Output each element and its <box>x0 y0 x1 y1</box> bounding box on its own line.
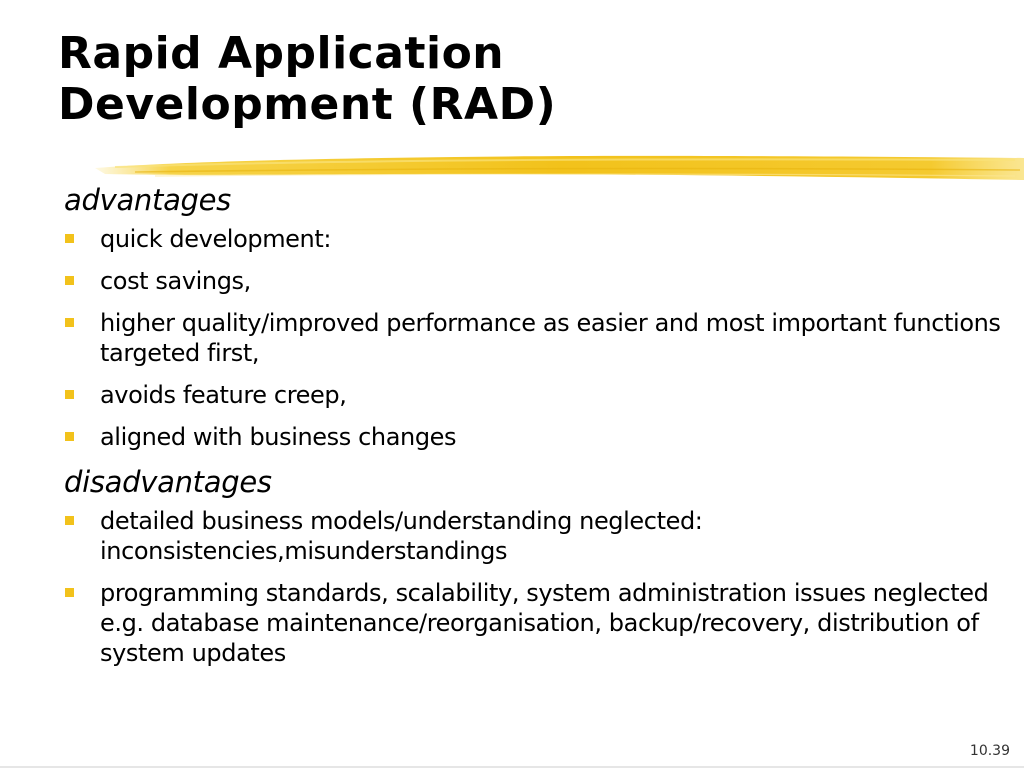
slide-title-line-2: Development (RAD) <box>58 79 557 130</box>
list-item <box>64 224 1004 254</box>
list-item <box>64 422 1004 452</box>
advantages-heading: advantages <box>64 183 231 217</box>
square-bullet-icon <box>65 516 74 525</box>
slide-title-line-1: Rapid Application <box>58 28 505 79</box>
square-bullet-icon <box>65 318 74 327</box>
slide-title <box>58 28 958 130</box>
list-item <box>64 380 1004 410</box>
list-item-text: cost savings, <box>100 267 251 295</box>
square-bullet-icon <box>65 390 74 399</box>
square-bullet-icon <box>65 234 74 243</box>
list-item <box>64 506 1004 566</box>
disadvantages-heading: disadvantages <box>64 465 272 499</box>
page-number: 10.39 <box>969 743 1010 759</box>
brush-stroke-divider <box>95 150 1024 186</box>
list-item-text: quick development: <box>100 225 332 253</box>
disadvantages-list <box>64 506 1004 668</box>
square-bullet-icon <box>65 432 74 441</box>
slide-body <box>64 182 1004 680</box>
list-item <box>64 578 1004 668</box>
list-item <box>64 266 1004 296</box>
list-item-text: avoids feature creep, <box>100 381 347 409</box>
list-item-text: programming standards, scalability, system administration issues neglected e.g. database maintenance/reorganisation, backup/recovery, distribution of system updates <box>100 579 989 667</box>
list-item-text: aligned with business changes <box>100 423 457 451</box>
list-item-text: higher quality/improved performance as easier and most important functions targeted first, <box>100 309 1001 367</box>
advantages-list <box>64 224 1004 452</box>
list-item-text: detailed business models/understanding neglected: inconsistencies,misunderstandings <box>100 507 703 565</box>
square-bullet-icon <box>65 276 74 285</box>
square-bullet-icon <box>65 588 74 597</box>
list-item <box>64 308 1004 368</box>
